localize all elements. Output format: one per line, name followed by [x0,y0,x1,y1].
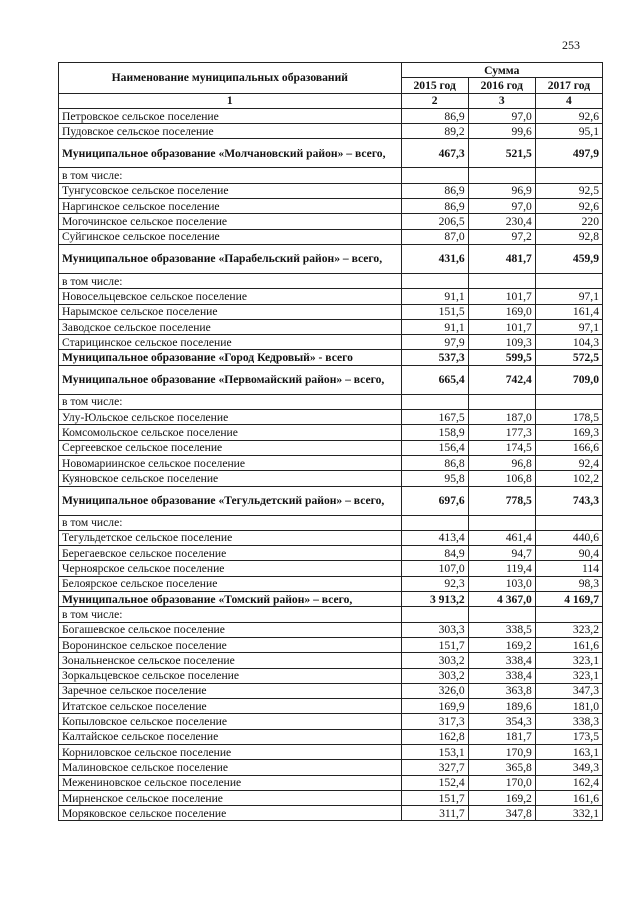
row-name-cell: Заречное сельское поселение [59,683,402,698]
row-value-2016: 599,5 [468,350,535,365]
table-row [59,289,603,304]
row-name-cell: Муниципальное образование «Город Кедровый» - всего [59,350,402,365]
row-value-2015: 92,3 [401,576,468,591]
row-value-2017: 104,3 [535,335,602,350]
row-value-2016 [468,515,535,530]
row-value-2016: 96,9 [468,183,535,198]
row-value-2015: 162,8 [401,729,468,744]
row-value-2017 [535,273,602,288]
row-value-2016 [468,394,535,409]
row-value-2015: 167,5 [401,410,468,425]
table-row [59,775,603,790]
table-row [59,273,603,288]
row-name-cell: Богашевское сельское поселение [59,622,402,637]
row-value-2016: 338,4 [468,668,535,683]
row-name-cell: Муниципальное образование «Томский район» – всего, [59,592,402,607]
row-value-2017: 162,4 [535,775,602,790]
row-value-2017 [535,515,602,530]
row-value-2016: 170,0 [468,775,535,790]
row-name-cell: Муниципальное образование «Тегульдетский район» – всего, [59,486,402,515]
table-row [59,319,603,334]
table-row [59,183,603,198]
row-name-cell: в том числе: [59,515,402,530]
row-name-cell: Корниловское сельское поселение [59,744,402,759]
row-name-cell: Муниципальное образование «Первомайский район» – всего, [59,365,402,394]
row-name-cell: Старицинское сельское поселение [59,335,402,350]
table-row [59,561,603,576]
row-value-2017: 709,0 [535,365,602,394]
row-name-cell: в том числе: [59,168,402,183]
table-row [59,790,603,805]
row-value-2017: 92,6 [535,108,602,123]
table-row [59,425,603,440]
row-value-2016 [468,168,535,183]
row-value-2017: 92,6 [535,199,602,214]
row-value-2015 [401,607,468,622]
row-value-2017: 161,6 [535,637,602,652]
table-row [59,335,603,350]
row-value-2017: 459,9 [535,244,602,273]
table-row [59,350,603,365]
table-row [59,394,603,409]
row-name-cell: Муниципальное образование «Молчановский район» – всего, [59,139,402,168]
row-value-2016: 742,4 [468,365,535,394]
row-value-2017: 161,4 [535,304,602,319]
row-value-2015: 151,7 [401,790,468,805]
row-value-2016: 97,2 [468,229,535,244]
row-name-cell: Зональненское сельское поселение [59,653,402,668]
row-value-2015: 665,4 [401,365,468,394]
header-year-2016: 2016 год [468,78,535,93]
row-name-cell: Копыловское сельское поселение [59,714,402,729]
row-name-cell: в том числе: [59,273,402,288]
row-value-2017: 4 169,7 [535,592,602,607]
row-name-cell: Тегульдетское сельское поселение [59,530,402,545]
row-value-2016: 778,5 [468,486,535,515]
row-value-2016: 101,7 [468,289,535,304]
table-row [59,244,603,273]
row-name-cell: Комсомольское сельское поселение [59,425,402,440]
row-value-2016: 96,8 [468,455,535,470]
header-index-1: 1 [59,93,402,108]
row-value-2015 [401,273,468,288]
row-name-cell: Суйгинское сельское поселение [59,229,402,244]
header-index-2: 2 [401,93,468,108]
row-name-cell: Моряковское сельское поселение [59,806,402,821]
table-row [59,576,603,591]
row-value-2015: 84,9 [401,546,468,561]
row-value-2015: 86,9 [401,108,468,123]
row-value-2017: 181,0 [535,699,602,714]
row-name-cell: Воронинское сельское поселение [59,637,402,652]
table-row [59,729,603,744]
row-value-2015: 91,1 [401,319,468,334]
row-value-2016: 338,4 [468,653,535,668]
row-value-2017: 440,6 [535,530,602,545]
table-row [59,530,603,545]
row-value-2017: 220 [535,214,602,229]
row-value-2016: 187,0 [468,410,535,425]
table-row [59,214,603,229]
row-value-2016: 106,8 [468,471,535,486]
row-value-2017: 332,1 [535,806,602,821]
row-value-2017: 323,2 [535,622,602,637]
row-value-2015: 97,9 [401,335,468,350]
header-sum-group: Сумма [401,63,602,78]
row-value-2017: 97,1 [535,319,602,334]
row-value-2017 [535,394,602,409]
row-value-2015: 91,1 [401,289,468,304]
row-value-2017 [535,168,602,183]
row-value-2017: 92,8 [535,229,602,244]
row-value-2016: 230,4 [468,214,535,229]
table-row [59,714,603,729]
row-value-2017 [535,607,602,622]
row-value-2017: 323,1 [535,668,602,683]
row-value-2015 [401,394,468,409]
row-value-2015: 311,7 [401,806,468,821]
budget-table [58,62,603,821]
row-value-2015: 153,1 [401,744,468,759]
row-value-2015: 467,3 [401,139,468,168]
table-row [59,304,603,319]
row-value-2016: 189,6 [468,699,535,714]
row-value-2016: 169,2 [468,637,535,652]
row-value-2017: 92,5 [535,183,602,198]
row-value-2015: 537,3 [401,350,468,365]
table-row [59,607,603,622]
row-value-2016: 521,5 [468,139,535,168]
row-value-2015: 86,8 [401,455,468,470]
header-name-col: Наименование муниципальных образований [59,63,402,94]
table-row [59,637,603,652]
row-value-2016: 97,0 [468,108,535,123]
row-value-2016: 181,7 [468,729,535,744]
row-value-2017: 163,1 [535,744,602,759]
row-name-cell: Сергеевское сельское поселение [59,440,402,455]
row-value-2015: 151,7 [401,637,468,652]
row-value-2016: 338,5 [468,622,535,637]
table-row [59,471,603,486]
row-value-2015: 86,9 [401,183,468,198]
table-row [59,168,603,183]
row-value-2016: 109,3 [468,335,535,350]
row-value-2015: 156,4 [401,440,468,455]
row-value-2016: 170,9 [468,744,535,759]
row-name-cell: Малиновское сельское поселение [59,760,402,775]
table-row [59,365,603,394]
table-row [59,440,603,455]
row-value-2017: 323,1 [535,653,602,668]
row-value-2016: 174,5 [468,440,535,455]
row-value-2016: 481,7 [468,244,535,273]
table-row [59,668,603,683]
row-name-cell: Межениновское сельское поселение [59,775,402,790]
row-value-2017: 347,3 [535,683,602,698]
row-value-2015: 86,9 [401,199,468,214]
row-value-2017: 161,6 [535,790,602,805]
table-row [59,229,603,244]
row-name-cell: Куяновское сельское поселение [59,471,402,486]
row-name-cell: Зоркальцевское сельское поселение [59,668,402,683]
row-value-2015 [401,515,468,530]
row-value-2015: 151,5 [401,304,468,319]
table-row [59,699,603,714]
table-body [59,108,603,821]
row-value-2015: 303,3 [401,622,468,637]
row-value-2016: 461,4 [468,530,535,545]
row-value-2017: 173,5 [535,729,602,744]
row-name-cell: в том числе: [59,394,402,409]
row-value-2015 [401,168,468,183]
page-number: 253 [562,38,580,52]
table-row [59,592,603,607]
table-row [59,410,603,425]
row-name-cell: Тунгусовское сельское поселение [59,183,402,198]
table-row [59,455,603,470]
table-row [59,744,603,759]
row-name-cell: Петровское сельское поселение [59,108,402,123]
table-row [59,760,603,775]
row-value-2015: 431,6 [401,244,468,273]
row-name-cell: Нарымское сельское поселение [59,304,402,319]
row-value-2015: 697,6 [401,486,468,515]
row-value-2015: 206,5 [401,214,468,229]
row-name-cell: Муниципальное образование «Парабельский район» – всего, [59,244,402,273]
row-value-2017: 90,4 [535,546,602,561]
row-value-2016: 103,0 [468,576,535,591]
row-value-2017: 166,6 [535,440,602,455]
row-name-cell: Новомариинское сельское поселение [59,455,402,470]
row-value-2016: 363,8 [468,683,535,698]
row-value-2015: 107,0 [401,561,468,576]
row-value-2016: 94,7 [468,546,535,561]
row-value-2016: 97,0 [468,199,535,214]
row-value-2017: 572,5 [535,350,602,365]
row-value-2017: 497,9 [535,139,602,168]
row-value-2016: 347,8 [468,806,535,821]
header-index-4: 4 [535,93,602,108]
row-value-2015: 303,2 [401,668,468,683]
row-value-2017: 102,2 [535,471,602,486]
row-value-2015: 169,9 [401,699,468,714]
row-value-2015: 303,2 [401,653,468,668]
table-row [59,199,603,214]
row-name-cell: Берегаевское сельское поселение [59,546,402,561]
row-value-2015: 326,0 [401,683,468,698]
row-value-2017: 349,3 [535,760,602,775]
table-row [59,546,603,561]
row-name-cell: Новосельцевское сельское поселение [59,289,402,304]
table-row [59,139,603,168]
table-header [59,63,603,109]
table-row [59,806,603,821]
row-name-cell: Белоярское сельское поселение [59,576,402,591]
row-value-2017: 97,1 [535,289,602,304]
row-name-cell: Калтайское сельское поселение [59,729,402,744]
table-row [59,515,603,530]
row-name-cell: Пудовское сельское поселение [59,124,402,139]
row-value-2017: 92,4 [535,455,602,470]
table-row [59,108,603,123]
table-row [59,653,603,668]
row-value-2016: 169,0 [468,304,535,319]
row-value-2016: 99,6 [468,124,535,139]
row-value-2016: 177,3 [468,425,535,440]
row-value-2016: 119,4 [468,561,535,576]
row-value-2016: 101,7 [468,319,535,334]
row-name-cell: Улу-Юльское сельское поселение [59,410,402,425]
header-year-2017: 2017 год [535,78,602,93]
row-value-2017: 169,3 [535,425,602,440]
row-value-2017: 178,5 [535,410,602,425]
row-value-2015: 413,4 [401,530,468,545]
table-row [59,486,603,515]
row-value-2017: 98,3 [535,576,602,591]
row-value-2016 [468,607,535,622]
row-value-2017: 114 [535,561,602,576]
table-row [59,683,603,698]
row-value-2017: 743,3 [535,486,602,515]
row-value-2017: 338,3 [535,714,602,729]
row-name-cell: Мирненское сельское поселение [59,790,402,805]
table-row [59,622,603,637]
row-name-cell: Итатское сельское поселение [59,699,402,714]
row-value-2017: 95,1 [535,124,602,139]
row-name-cell: Заводское сельское поселение [59,319,402,334]
row-value-2015: 87,0 [401,229,468,244]
row-value-2016: 354,3 [468,714,535,729]
header-index-3: 3 [468,93,535,108]
row-value-2015: 95,8 [401,471,468,486]
header-year-2015: 2015 год [401,78,468,93]
row-value-2016: 4 367,0 [468,592,535,607]
row-name-cell: в том числе: [59,607,402,622]
row-value-2015: 3 913,2 [401,592,468,607]
row-value-2015: 89,2 [401,124,468,139]
row-value-2015: 152,4 [401,775,468,790]
row-name-cell: Черноярское сельское поселение [59,561,402,576]
row-value-2015: 327,7 [401,760,468,775]
row-name-cell: Наргинское сельское поселение [59,199,402,214]
row-value-2015: 317,3 [401,714,468,729]
row-value-2016 [468,273,535,288]
row-value-2016: 365,8 [468,760,535,775]
row-value-2016: 169,2 [468,790,535,805]
row-value-2015: 158,9 [401,425,468,440]
row-name-cell: Могочинское сельское поселение [59,214,402,229]
table-row [59,124,603,139]
